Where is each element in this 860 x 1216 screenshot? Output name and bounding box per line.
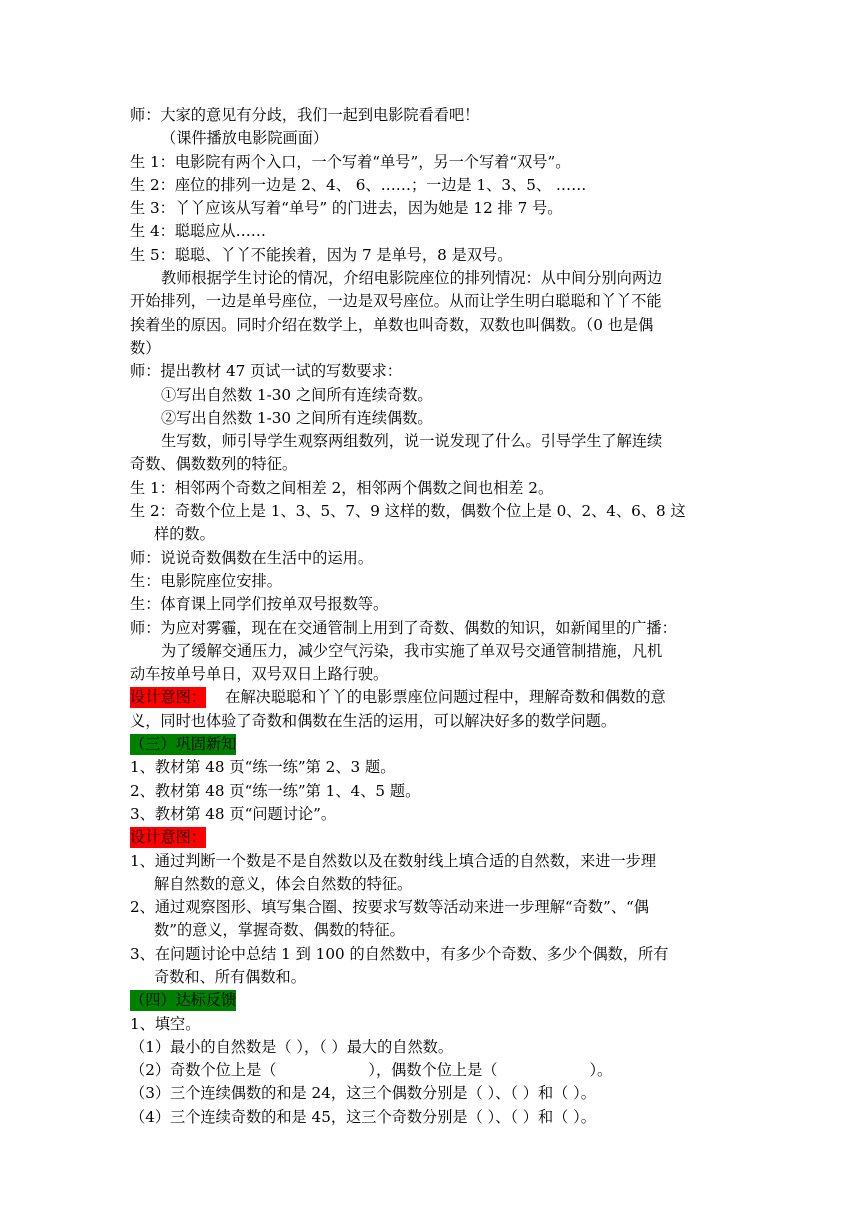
text-line: （课件播放电影院画面）	[161, 129, 329, 148]
text-line: 生：电影院座位安排。	[130, 571, 282, 590]
text-line: 师：说说奇数偶数在生活中的运用。	[130, 548, 373, 567]
text-line: 生 2：奇数个位上是 1、3、5、7、9 这样的数，偶数个位上是 0、2、4、6、8 这	[130, 502, 686, 521]
fill-blank-question: （4）三个连续奇数的和是 45，这三个奇数分别是（ ）、（ ）和（ ）。	[130, 1107, 596, 1126]
list-item: 1、教材第 48 页“练一练”第 2、3 题。	[130, 758, 396, 777]
list-item-continuation: 数”的意义，掌握奇数、偶数的特征。	[154, 921, 405, 940]
question-part: ），偶数个位上是（	[368, 1061, 498, 1080]
text-line: 生 1：相邻两个奇数之间相差 2，相邻两个偶数之间也相差 2。	[130, 478, 554, 497]
text-line: 样的数。	[154, 525, 215, 544]
text-line: 师：为应对雾霾，现在在交通管制上用到了奇数、偶数的知识，如新闻里的广播：	[130, 618, 677, 637]
section-heading: （三）巩固新知	[130, 735, 237, 754]
text-line: 生 4：聪聪应从……	[130, 222, 266, 241]
text-line: 挨着坐的原因。同时介绍在数学上，单数也叫奇数，双数也叫偶数。（0 也是偶	[130, 315, 654, 334]
text-line: ②写出自然数 1-30 之间所有连续偶数。	[161, 408, 433, 427]
text-line: 生：体育课上同学们按单双号报数等。	[130, 595, 389, 614]
text-line: 动车按单号单日，双号双日上路行驶。	[130, 665, 389, 684]
section-heading-row	[130, 989, 734, 1012]
text-line: 师：大家的意见有分歧，我们一起到电影院看看吧！	[130, 106, 480, 124]
document-page	[130, 104, 734, 1129]
list-item: 2、通过观察图形、填写集合圈、按要求写数等活动来进一步理解“奇数”、“偶	[130, 898, 649, 917]
list-item-continuation: 奇数和、所有偶数和。	[154, 967, 306, 986]
list-item-continuation: 解自然数的意义，体会自然数的特征。	[154, 874, 413, 893]
exercise-title: 1、填空。	[130, 1014, 201, 1033]
design-intent-label: 设计意图：	[130, 688, 206, 707]
text-line: 奇数、偶数数列的特征。	[130, 455, 298, 474]
list-item: 2、教材第 48 页“练一练”第 1、4、5 题。	[130, 781, 421, 800]
text-line: 生 2：座位的排列一边是 2、4、 6、……；一边是 1、3、5、 ……	[130, 175, 587, 194]
text-line: 教师根据学生讨论的情况，介绍电影院座位的排列情况：从中间分别向两边	[161, 269, 663, 288]
question-part: ）。	[589, 1061, 613, 1080]
list-item: 3、教材第 48 页“问题讨论”。	[130, 804, 337, 823]
text-line: 师：提出教材 47 页试一试的写数要求：	[130, 362, 402, 381]
text-line: 义，同时也体验了奇数和偶数在生活的运用，可以解决好多的数学问题。	[130, 711, 616, 730]
fill-blank-question: （3）三个连续偶数的和是 24，这三个偶数分别是（ ）、（ ）和（ ）。	[130, 1084, 596, 1103]
design-intent-label: 设计意图：	[130, 828, 206, 847]
list-item: 3、在问题讨论中总结 1 到 100 的自然数中，有多少个奇数、多少个偶数，所有	[130, 944, 669, 963]
section-heading-row	[130, 733, 734, 756]
text-line: 生 5：聪聪、丫丫不能挨着，因为 7 是单号，8 是双号。	[130, 245, 513, 264]
text-line: 数）	[130, 338, 161, 357]
section-heading: （四）达标反馈	[130, 991, 237, 1010]
text-line: 生 3：丫丫应该从写着“单号” 的门进去，因为她是 12 排 7 号。	[130, 199, 563, 218]
text-line: 开始排列，一边是单号座位，一边是双号座位。从而让学生明白聪聪和丫丫不能	[130, 292, 662, 311]
text-line: 生 1：电影院有两个入口，一个写着“单号”，另一个写着“双号”。	[130, 152, 571, 171]
design-intent-text: 在解决聪聪和丫丫的电影票座位问题过程中，理解奇数和偶数的意	[225, 688, 666, 707]
text-line: ①写出自然数 1-30 之间所有连续奇数。	[161, 385, 433, 404]
fill-blank-question: （1）最小的自然数是（ ），（ ）最大的自然数。	[130, 1037, 454, 1056]
list-item: 1、通过判断一个数是不是自然数以及在数射线上填合适的自然数，来进一步理	[130, 851, 657, 870]
question-part: （2）奇数个位上是（	[130, 1061, 277, 1080]
design-intent-paragraph	[130, 686, 734, 709]
design-intent-row	[130, 826, 734, 849]
text-line: 生写数，师引导学生观察两组数列，说一说发现了什么。引导学生了解连续	[161, 432, 663, 451]
text-line: 为了缓解交通压力，减少空气污染，我市实施了单双号交通管制措施，凡机	[161, 641, 663, 660]
fill-blank-question	[130, 1059, 734, 1082]
